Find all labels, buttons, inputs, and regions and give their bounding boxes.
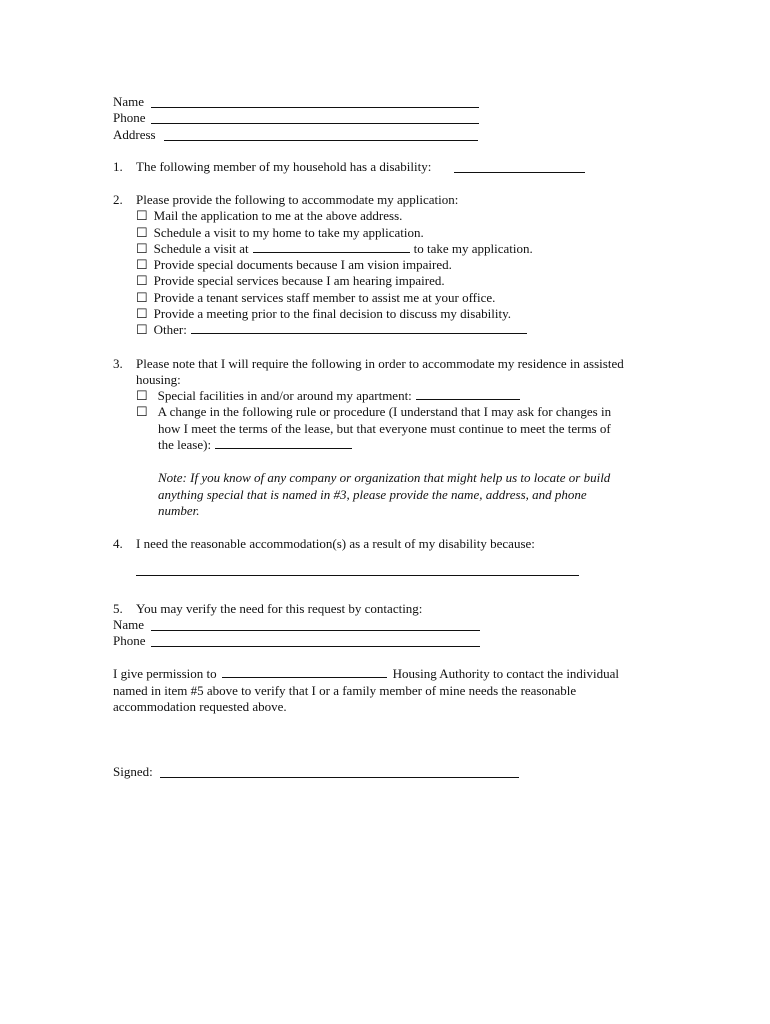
permission-line1-b: Housing Authority to contact the individual [392,666,620,681]
q2-option-meeting[interactable] [136,306,511,322]
checkbox-icon[interactable]: ☐ [136,257,148,272]
q3-text-line1: Please note that I will require the following in order to accommodate my residence in assisted [136,356,624,371]
q3-note-line1: Note: If you know of any company or organization that might help us to locate or build [158,470,611,485]
q2-option-staff-assist-label: Provide a tenant services staff member to assist me at your office. [153,290,496,305]
q3-option-facilities[interactable] [136,388,520,404]
q5-phone-label: Phone [113,633,146,648]
q3-rule-change-field[interactable] [215,437,352,449]
name-label: Name [113,94,145,109]
q3-option-rule-change[interactable] [136,404,611,420]
phone-field[interactable] [151,112,479,124]
q3-option-rule-change-line3-row [158,437,352,453]
q4-reason-field[interactable] [136,564,579,576]
name-row [113,94,144,110]
q1-text: The following member of my household has a disability: [136,159,432,174]
permission-line2: named in item #5 above to verify that I or a family member of mine needs the reasonable [113,683,577,698]
checkbox-icon[interactable]: ☐ [136,273,148,288]
q5-name-row [113,617,144,633]
q2-other-field[interactable] [191,322,527,334]
q5-phone-field[interactable] [151,635,480,647]
q2-option-visit-at[interactable] [136,241,533,257]
q2-option-visit-at-label-b: to take my application. [413,241,533,256]
checkbox-icon[interactable]: ☐ [136,290,148,305]
signature-field[interactable] [160,766,519,778]
address-field[interactable] [164,129,478,141]
q2-text: Please provide the following to accommodate my application: [136,192,459,207]
q3-option-rule-change-line1: A change in the following rule or procedure (I understand that I may ask for changes in [157,404,612,419]
permission-line1-a: I give permission to [113,666,217,681]
q2-option-mail-label: Mail the application to me at the above address. [153,208,403,223]
q2-option-vision[interactable] [136,257,452,273]
q3-option-rule-change-line2: how I meet the terms of the lease, but that everyone must continue to meet the terms of [158,421,611,436]
q3-facilities-field[interactable] [416,388,520,400]
checkbox-icon[interactable]: ☐ [136,306,148,321]
q1-household-member-field[interactable] [454,161,585,173]
checkbox-icon[interactable]: ☐ [136,225,148,240]
q3-note-line3: number. [158,503,200,518]
checkbox-icon[interactable]: ☐ [136,208,148,223]
q2-option-staff-assist[interactable] [136,290,495,306]
q2-option-home-visit[interactable] [136,225,424,241]
q4-text: I need the reasonable accommodation(s) as a result of my disability because: [136,536,535,551]
q2-number: 2. [113,192,123,207]
q5-name-field[interactable] [151,619,480,631]
address-row [113,127,156,143]
name-field[interactable] [151,96,479,108]
permission-line1 [113,666,619,682]
q2-option-hearing-label: Provide special services because I am hearing impaired. [153,273,445,288]
phone-row [113,110,146,126]
q2-option-visit-at-label-a: Schedule a visit at [153,241,249,256]
permission-line3: accommodation requested above. [113,699,287,714]
q3-option-rule-change-line3: the lease): [158,437,212,452]
q2-option-meeting-label: Provide a meeting prior to the final decision to discuss my disability. [153,306,511,321]
phone-label: Phone [113,110,146,125]
q1-number: 1. [113,159,123,174]
checkbox-icon[interactable]: ☐ [136,388,148,403]
q2-option-hearing[interactable] [136,273,445,289]
q5-name-label: Name [113,617,145,632]
q5-phone-row [113,633,146,649]
q2-option-other[interactable] [136,322,527,338]
q2-option-mail[interactable] [136,208,402,224]
checkbox-icon[interactable]: ☐ [136,404,148,419]
signed-label: Signed: [113,764,153,779]
signed-row [113,764,153,780]
checkbox-icon[interactable]: ☐ [136,241,148,256]
q2-option-home-visit-label: Schedule a visit to my home to take my application. [153,225,424,240]
checkbox-icon[interactable]: ☐ [136,322,148,337]
q3-text-line2: housing: [136,372,181,387]
q2-option-other-label: Other: [153,322,187,337]
q5-number: 5. [113,601,123,616]
q5-text: You may verify the need for this request by contacting: [136,601,423,616]
q2-option-vision-label: Provide special documents because I am vision impaired. [153,257,452,272]
q3-option-facilities-label: Special facilities in and/or around my apartment: [157,388,412,403]
q3-note-line2: anything special that is named in #3, please provide the name, address, and phone [158,487,587,502]
address-label: Address [113,127,156,142]
q2-visit-location-field[interactable] [253,241,410,253]
q4-number: 4. [113,536,123,551]
housing-authority-field[interactable] [222,666,387,678]
q3-number: 3. [113,356,123,371]
